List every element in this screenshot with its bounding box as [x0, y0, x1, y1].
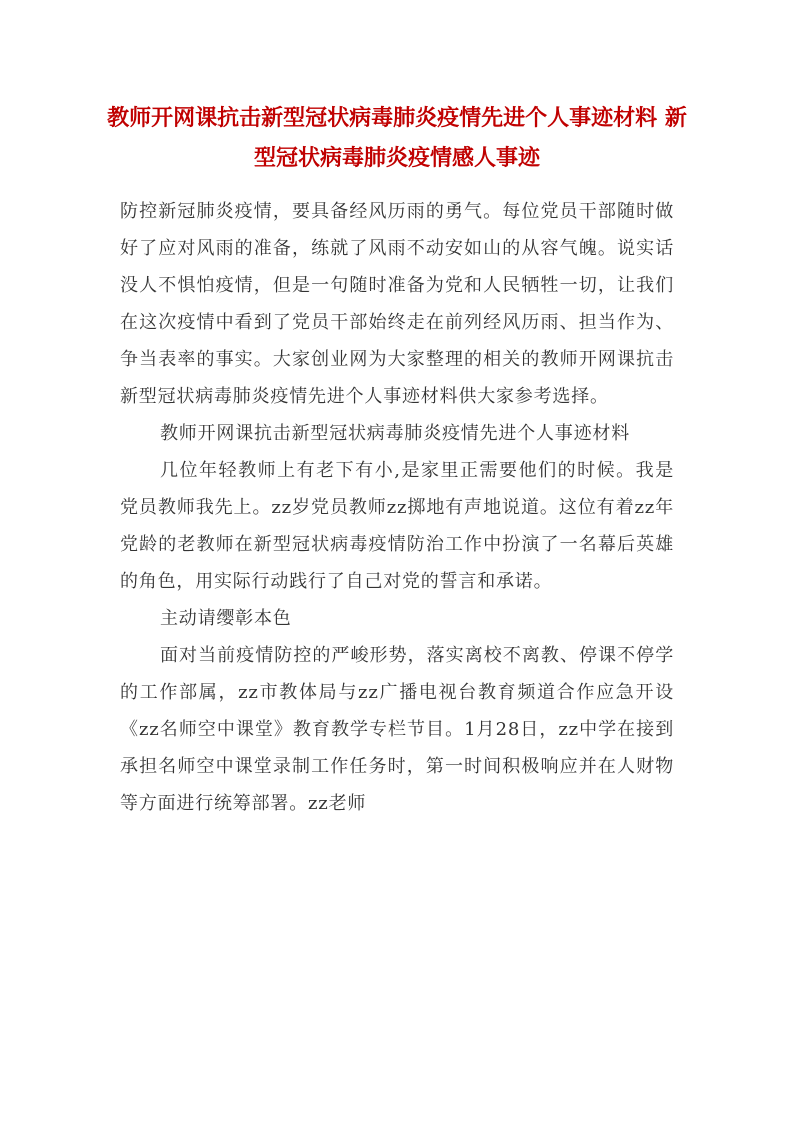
intro-paragraph: 防控新冠肺炎疫情，要具备经风历雨的勇气。每位党员干部随时做好了应对风雨的准备，练就了风雨不动安如山的从容气魄。说实话没人不惧怕疫情，但是一句随时准备为党和人民牺牲一切，让我们在这次疫情中看到了党员干部始终走在前列经风历雨、担当作为、争当表率的事实。大家创业网为大家整理的相关的教师开网课抗击新型冠状病毒肺炎疫情先进个人事迹材料供大家参考选择。 [120, 201, 674, 407]
document-body [120, 193, 674, 822]
body-paragraph: 几位年轻教师上有老下有小,是家里正需要他们的时候。我是党员教师我先上。zz岁党员教师zz掷地有声地说道。这位有着zz年党龄的老教师在新型冠状病毒疫情防治工作中扮演了一名幕后英雄的角色，用实际行动践行了自己对党的誓言和承诺。 [120, 460, 674, 592]
document-title: 教师开网课抗击新型冠状病毒肺炎疫情先进个人事迹材料 新型冠状病毒肺炎疫情感人事迹 [107, 105, 687, 171]
section-heading: 教师开网课抗击新型冠状病毒肺炎疫情先进个人事迹材料 [160, 423, 630, 444]
subsection-heading: 主动请缨彰本色 [160, 608, 292, 629]
body-paragraph: 面对当前疫情防控的严峻形势，落实离校不离教、停课不停学的工作部属，zz市教体局与zz广播电视台教育频道合作应急开设《zz名师空中课堂》教育教学专栏节目。1月28日，zz中学在接到承担名师空中课堂录制工作任务时，第一时间积极响应并在人财物等方面进行统筹部署。zz老师 [120, 645, 674, 814]
